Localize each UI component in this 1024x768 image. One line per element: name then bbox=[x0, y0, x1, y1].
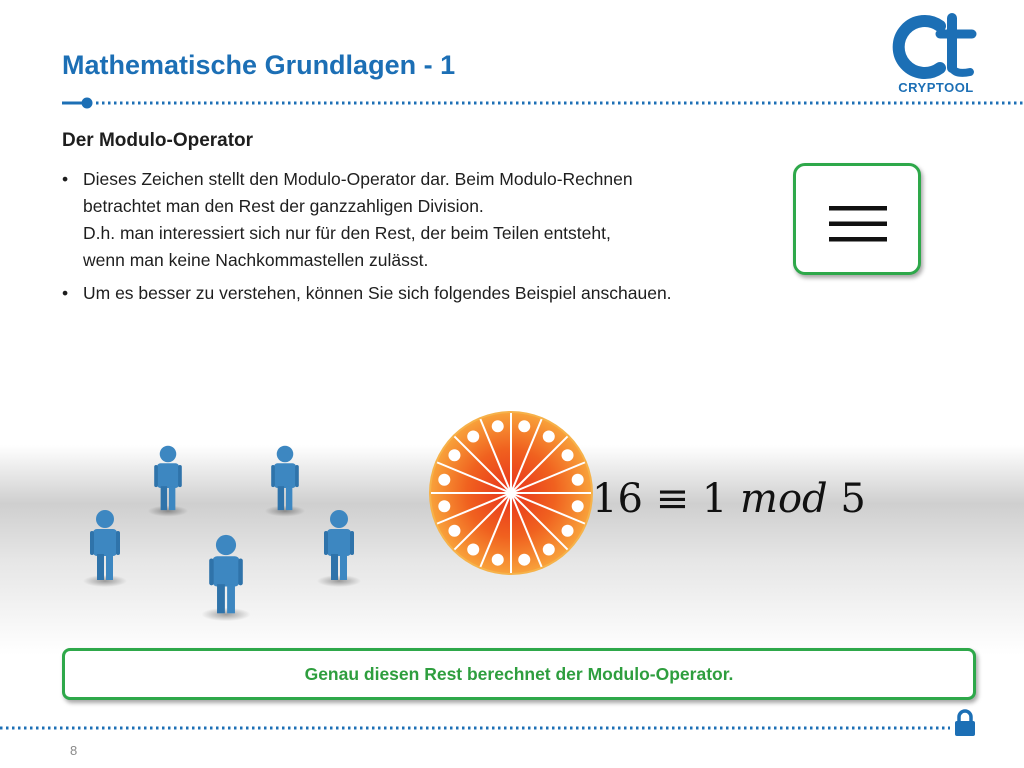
result-callout bbox=[62, 648, 976, 700]
congruence-symbol-box bbox=[793, 163, 921, 275]
modulo-wheel-icon bbox=[428, 410, 594, 576]
footer-divider bbox=[0, 721, 960, 735]
modulo-formula bbox=[592, 476, 866, 522]
page-number: 8 bbox=[70, 743, 78, 758]
result-callout-text: Genau diesen Rest berechnet der Modulo-Operator. bbox=[304, 663, 734, 684]
formula-remainder: 1 bbox=[701, 476, 728, 522]
bullet-line: • Um es besser zu verstehen, können Sie sich folgendes Beispiel anschauen. bbox=[83, 283, 672, 303]
formula-congruence-symbol: ≡ bbox=[655, 476, 690, 522]
wheel-dot bbox=[438, 474, 450, 486]
wheel-dot bbox=[448, 525, 460, 537]
formula-modulus: 5 bbox=[840, 476, 866, 522]
person-icon bbox=[148, 446, 188, 517]
title-underline bbox=[62, 96, 1024, 110]
bullet-item bbox=[62, 280, 782, 307]
wheel-dot bbox=[562, 449, 574, 461]
wheel-dot bbox=[467, 430, 479, 442]
congruence-icon bbox=[829, 206, 887, 242]
wheel-dot bbox=[518, 420, 530, 432]
wheel-dot bbox=[562, 525, 574, 537]
bullet-line: wenn man keine Nachkommastellen zulässt. bbox=[83, 250, 429, 270]
people-group bbox=[80, 440, 380, 630]
person-icon bbox=[83, 510, 127, 587]
formula-mod-word: mod bbox=[740, 476, 828, 522]
person-icon bbox=[317, 510, 361, 587]
bullet-item bbox=[62, 166, 782, 274]
wheel-dot bbox=[492, 554, 504, 566]
lock-icon bbox=[954, 709, 976, 737]
person-icon bbox=[265, 446, 305, 517]
wheel-dot bbox=[518, 554, 530, 566]
wheel-dot bbox=[492, 420, 504, 432]
wheel-dot bbox=[543, 430, 555, 442]
bullet-line: betrachtet man den Rest der ganzzahligen Division. bbox=[83, 196, 484, 216]
wheel-dot bbox=[543, 544, 555, 556]
section-subheading: Der Modulo-Operator bbox=[62, 130, 254, 151]
person-icon bbox=[201, 535, 250, 621]
slide-title: Mathematische Grundlagen - 1 bbox=[62, 50, 456, 80]
bullet-line: • Dieses Zeichen stellt den Modulo-Operator dar. Beim Modulo-Rechnen bbox=[83, 169, 633, 189]
wheel-dot bbox=[438, 500, 450, 512]
wheel-dot bbox=[448, 449, 460, 461]
formula-left-value: 16 bbox=[592, 476, 643, 522]
wheel-dot bbox=[572, 474, 584, 486]
cryptool-logo-text: CRYPTOOL bbox=[898, 80, 974, 95]
wheel-dot bbox=[572, 500, 584, 512]
bullet-line: D.h. man interessiert sich nur für den Rest, der beim Teilen entsteht, bbox=[83, 223, 611, 243]
wheel-dot bbox=[467, 544, 479, 556]
bullet-list bbox=[62, 166, 782, 313]
